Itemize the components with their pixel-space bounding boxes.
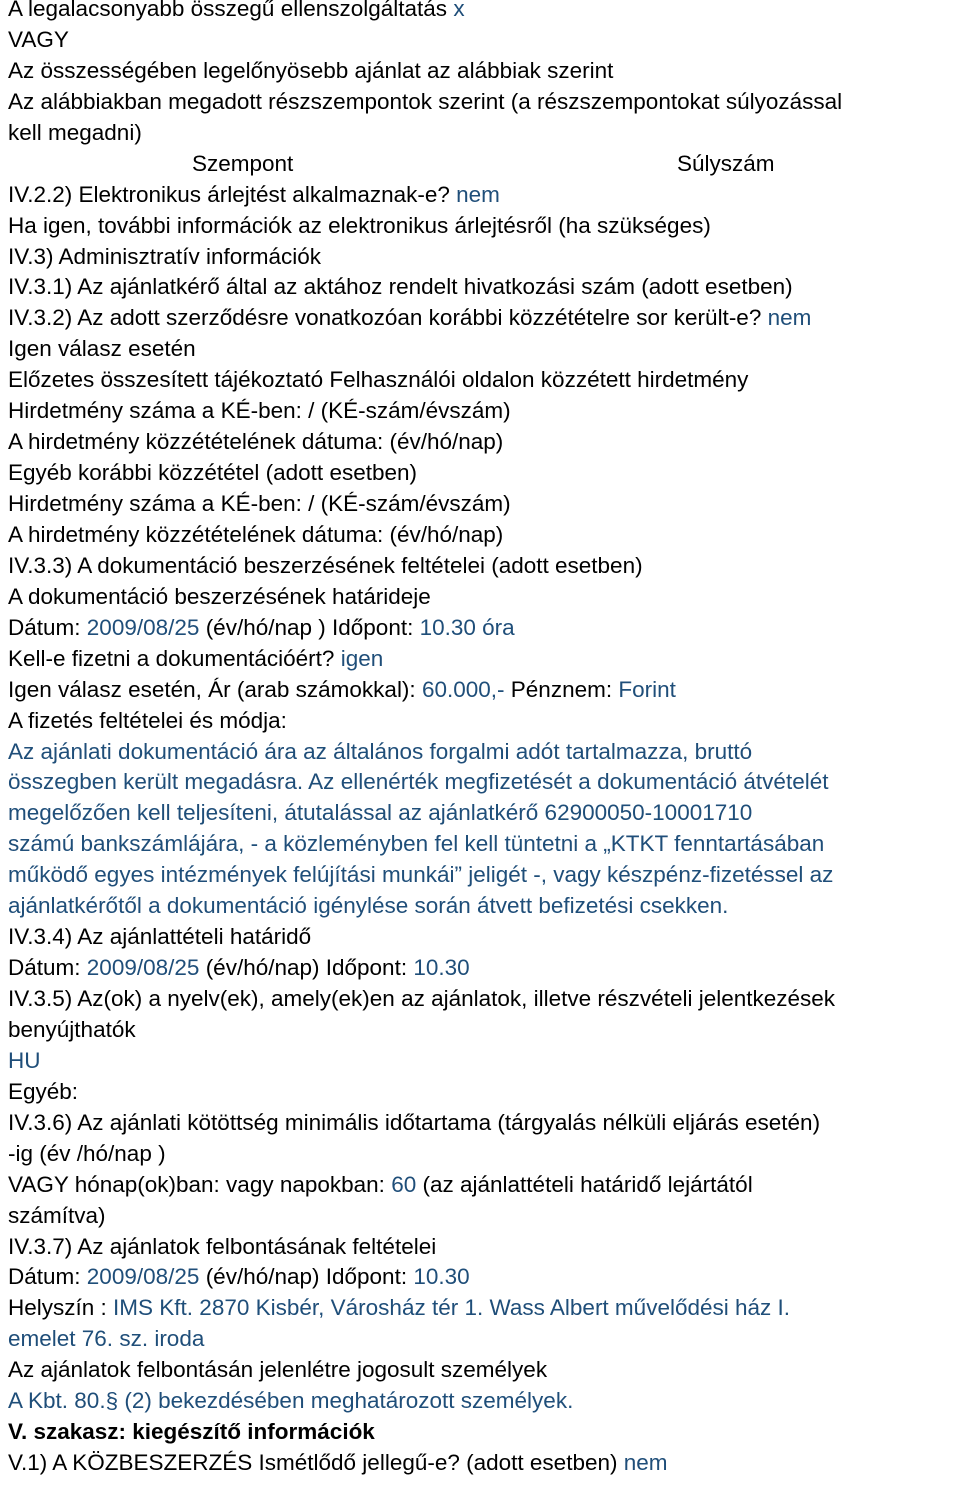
- tender-deadline: [8, 953, 956, 984]
- tender-validity-days-cont: számítva): [8, 1202, 106, 1228]
- time-value: 10.30: [413, 1264, 470, 1290]
- tender-validity-days-line: [8, 1170, 956, 1201]
- e-auction-answer: nem: [456, 181, 500, 207]
- previous-publication-label: IV.3.2) Az adott szerződésre vonatkozóan korábbi közzétételre sor került-e?: [8, 305, 762, 331]
- previous-publication-question: [8, 303, 956, 334]
- language-value: HU: [8, 1047, 41, 1073]
- if-yes-line: Igen válasz esetén: [8, 336, 196, 362]
- e-auction-label: IV.2.2) Elektronikus árlejtést alkalmaznak-e?: [8, 181, 450, 207]
- date-label: Dátum:: [8, 1264, 81, 1290]
- notice-number-line: Hirdetmény száma a KÉ-ben: / (KÉ-szám/évszám): [8, 398, 511, 424]
- documentation-deadline-heading: A dokumentáció beszerzésének határideje: [8, 583, 431, 609]
- price-line: [8, 675, 956, 706]
- payment-terms-text-1: Az ajánlati dokumentáció ára az általános forgalmi adót tartalmazza, bruttó: [8, 738, 753, 764]
- section-v-heading: V. szakasz: kiegészítő információk: [8, 1419, 375, 1445]
- payment-required-answer: igen: [340, 645, 384, 671]
- time-label: (év/hó/nap) Időpont:: [205, 1264, 408, 1290]
- date-value: 2009/08/25: [86, 955, 200, 981]
- criteria-header-row: [8, 149, 956, 180]
- payment-terms-text-2: összegben került megadásra. Az ellenérték megfizetését a dokumentáció átvételét: [8, 769, 829, 795]
- criteria-header-sulyszam: Súlyszám: [677, 150, 775, 176]
- languages-heading-cont: benyújthatók: [8, 1016, 136, 1042]
- price-value: 60.000,-: [421, 676, 505, 702]
- validity-days-value: 60: [391, 1171, 417, 1197]
- award-criterion-best-value: Az összességében legelőnyösebb ajánlat az alábbiak szerint: [8, 57, 614, 83]
- reference-number-line: IV.3.1) Az ajánlatkérő által az aktához rendelt hivatkozási szám (adott esetben): [8, 274, 793, 300]
- notice-date-line: A hirdetmény közzétételének dátuma: (év/hó/nap): [8, 429, 504, 455]
- opening-location: [8, 1293, 956, 1324]
- payment-terms-text-6: ajánlatkérőtől a dokumentáció igénylése során átvett befizetési csekken.: [8, 893, 729, 919]
- payment-required-question: [8, 644, 956, 675]
- recurring-label: V.1) A KÖZBESZERZÉS Ismétlődő jellegű-e? (adott esetben): [8, 1450, 618, 1476]
- criteria-header-szempont: Szempont: [192, 150, 294, 176]
- attendees-value: A Kbt. 80.§ (2) bekezdésében meghatározott személyek.: [8, 1388, 574, 1414]
- opening-conditions-heading: IV.3.7) Az ajánlatok felbontásának feltételei: [8, 1233, 437, 1259]
- time-value: 10.30 óra: [419, 614, 515, 640]
- currency-value: Forint: [618, 676, 676, 702]
- date-value: 2009/08/25: [86, 614, 200, 640]
- prior-notice-line: Előzetes összesített tájékoztató Felhasználói oldalon közzétett hirdetmény: [8, 367, 749, 393]
- time-value: 10.30: [413, 955, 470, 981]
- location-value: IMS Kft. 2870 Kisbér, Városház tér 1. Wass Albert művelődési ház I.: [113, 1295, 791, 1321]
- languages-heading: IV.3.5) Az(ok) a nyelv(ek), amely(ek)en az ajánlatok, illetve részvételi jelentkezések: [8, 986, 836, 1011]
- tender-validity-date-line: -ig (év /hó/nap ): [8, 1140, 166, 1166]
- location-label: Helyszín :: [8, 1295, 107, 1321]
- documentation-deadline: [8, 613, 956, 644]
- opening-location-cont: emelet 76. sz. iroda: [8, 1326, 205, 1352]
- payment-terms-text-3: megelőzően kell teljesíteni, átutalással az ajánlatkérő 62900050-10001710: [8, 800, 753, 826]
- previous-publication-answer: nem: [767, 305, 812, 331]
- date-value: 2009/08/25: [86, 1264, 200, 1290]
- opening-date: [8, 1262, 956, 1293]
- date-label: Dátum:: [8, 955, 81, 981]
- e-auction-question: [8, 180, 956, 211]
- currency-label: Pénznem:: [510, 676, 613, 702]
- e-auction-info: Ha igen, további információk az elektronikus árlejtésről (ha szükséges): [8, 212, 711, 238]
- subcriteria-line: Az alábbiakban megadott részszempontok szerint (a részszempontokat súlyozással: [8, 88, 843, 114]
- recurring-procurement-question: [8, 1448, 956, 1479]
- section-admin-info: IV.3) Adminisztratív információk: [8, 243, 322, 269]
- attendees-heading: Az ajánlatok felbontásán jelenlétre jogosult személyek: [8, 1357, 548, 1383]
- validity-suffix: (az ajánlattételi határidő lejártától: [422, 1171, 753, 1197]
- other-publication-line: Egyéb korábbi közzététel (adott esetben): [8, 460, 417, 486]
- notice-number-line-2: Hirdetmény száma a KÉ-ben: / (KÉ-szám/évszám): [8, 491, 511, 516]
- tender-deadline-heading: IV.3.4) Az ajánlattételi határidő: [8, 924, 312, 950]
- or-line: VAGY: [8, 26, 69, 52]
- time-label: (év/hó/nap) Időpont:: [205, 955, 408, 981]
- award-criterion-lowest-price: [8, 0, 956, 25]
- documentation-conditions-heading: IV.3.3) A dokumentáció beszerzésének feltételei (adott esetben): [8, 552, 643, 578]
- lowest-price-label: A legalacsonyabb összegű ellenszolgáltatás: [8, 0, 448, 21]
- payment-terms-heading: A fizetés feltételei és módja:: [8, 707, 287, 733]
- price-label: Igen válasz esetén, Ár (arab számokkal):: [8, 676, 416, 702]
- payment-required-label: Kell-e fizetni a dokumentációért?: [8, 645, 335, 671]
- document-page: [8, 0, 956, 1479]
- date-label: Dátum:: [8, 614, 81, 640]
- time-label: (év/hó/nap ) Időpont:: [205, 614, 414, 640]
- subcriteria-line-cont: kell megadni): [8, 119, 142, 145]
- payment-terms-text-4: számú bankszámlájára, - a közleményben fel kell tüntetni a „KTKT fenntartásában: [8, 831, 825, 857]
- notice-date-line-2: A hirdetmény közzétételének dátuma: (év/hó/nap): [8, 521, 504, 547]
- lowest-price-mark: x: [453, 0, 465, 21]
- payment-terms-text-5: működő egyes intézmények felújítási munkái” jeligét -, vagy készpénz-fizetéssel az: [8, 862, 834, 888]
- tender-validity-heading: IV.3.6) Az ajánlati kötöttség minimális időtartama (tárgyalás nélküli eljárás esetén): [8, 1109, 821, 1135]
- validity-label: VAGY hónap(ok)ban: vagy napokban:: [8, 1171, 385, 1197]
- recurring-answer: nem: [623, 1450, 668, 1476]
- other-language-line: Egyéb:: [8, 1078, 79, 1104]
